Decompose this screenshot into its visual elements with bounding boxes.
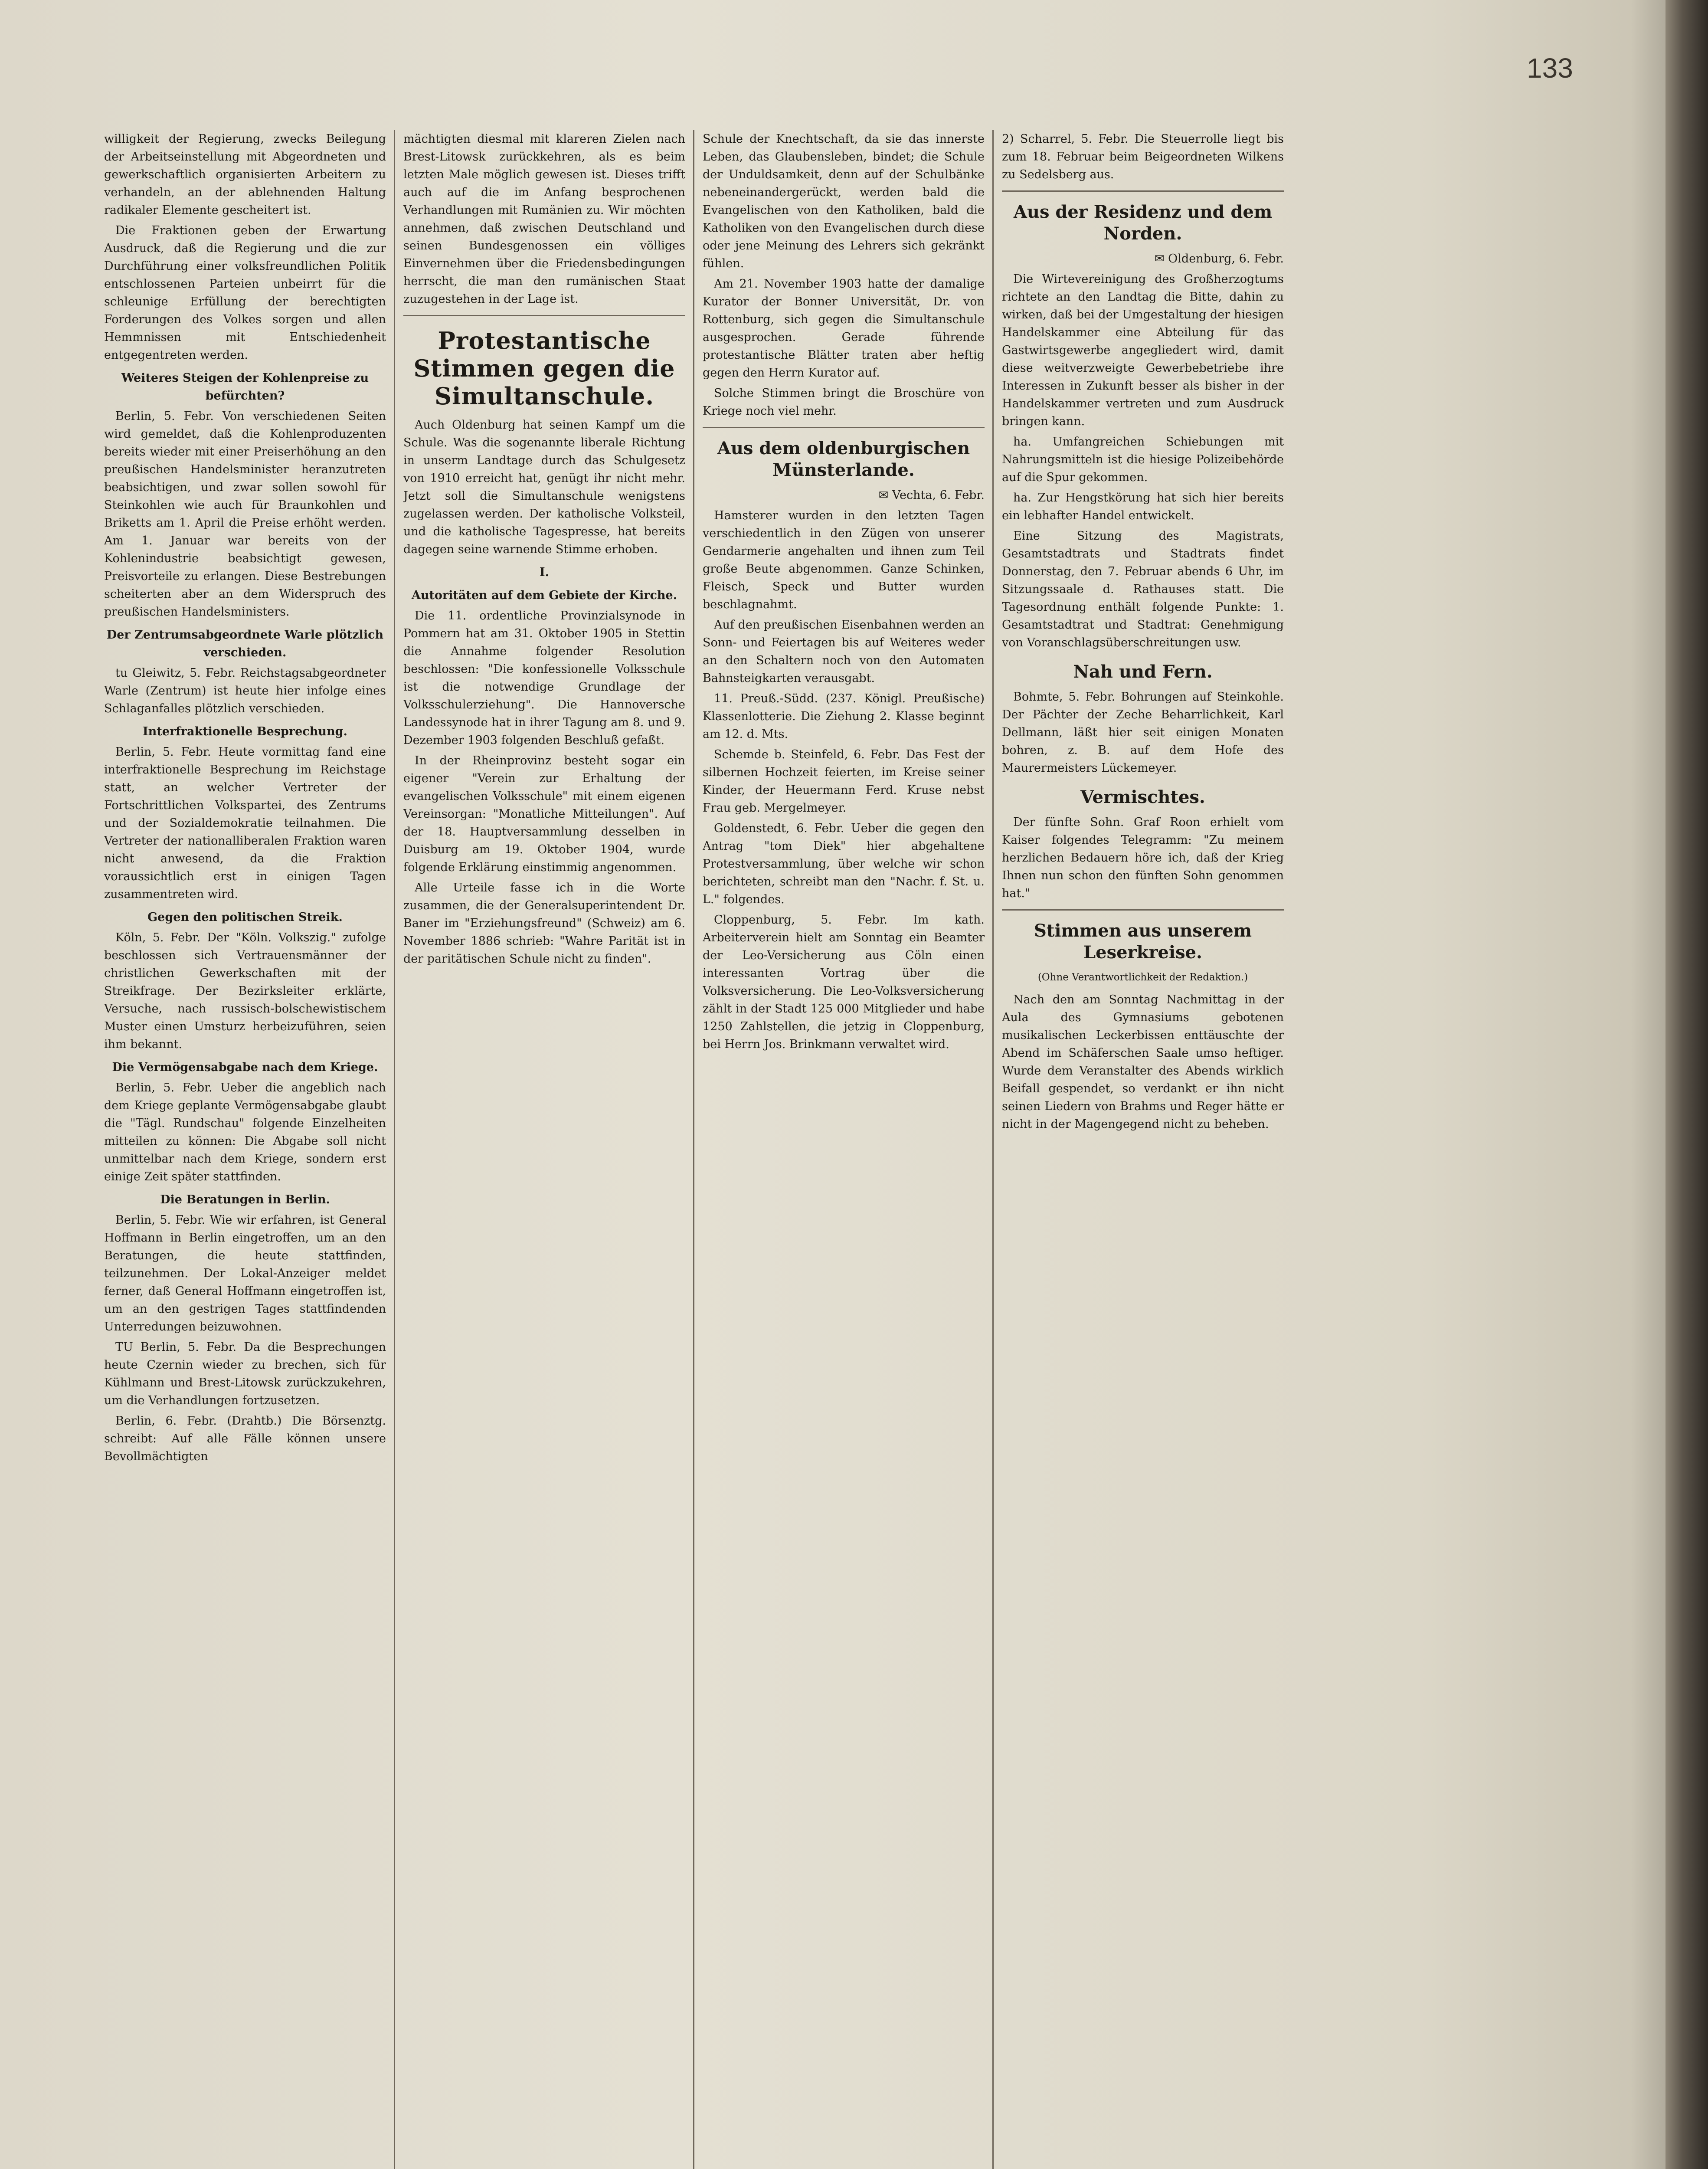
col3-section-title: Aus dem oldenburgischen Münsterlande. [717, 438, 970, 480]
col4-paragraph-3: ha. Zur Hengstkörung hat sich hier bereits ein lebhafter Handel entwickelt. [1002, 491, 1284, 522]
col3-top: Schule der Knechtschaft, da sie das innerste Leben, das Glaubensleben, bindet; die Schule der Unduldsamkeit, denn auf der Schulbänke nebeneinandergerückt, werden bald die Evangelischen von den Katholiken, bald die Katholiken von den Evangelischen durch diese oder jene Meinung des Lehrers sich gekränkt fühlen. [703, 132, 985, 270]
separator [1002, 909, 1284, 911]
page-fold-shadow [1631, 0, 1665, 2169]
col1-paragraph-2: tu Gleiwitz, 5. Febr. Reichstagsabgeordneter Warle (Zentrum) ist heute hier infolge eines Schlaganfalles plötzlich verschieden. [104, 666, 386, 715]
col1-heading-5: Die Vermögensabgabe nach dem Kriege. [112, 1061, 378, 1074]
col1-intro: willigkeit der Regierung, zwecks Beilegung der Arbeitseinstellung mit Abgeordneten und gewerkschaftlich organisierten Arbeitern zu verhandeln, an der ablehnenden Haltung radikaler Elemente gescheitert ist. [104, 132, 386, 217]
col3-paragraph-5: 11. Preuß.-Südd. (237. Königl. Preußische) Klassenlotterie. Die Ziehung 2. Klasse beginnt am 12. d. Mts. [703, 692, 985, 741]
column-rule [693, 130, 694, 2169]
col2-top: mächtigten diesmal mit klareren Zielen nach Brest-Litowsk zurückkehren, als es beim letzten Male möglich gewesen ist. Dieses trifft auch auf die im Anfang besprochenen Verhandlungen mit Rumänien zu. Wir möchten annehmen, daß zwischen Deutschland und seinen Bundesgenossen ein völliges Einvernehmen über die Friedensbedingungen herrscht, die man den rumänischen Staat zuzugestehen in der Lage ist. [403, 132, 685, 306]
col3-paragraph-7: Goldenstedt, 6. Febr. Ueber die gegen den Antrag "tom Diek" hier abgehaltene Protestversammlung, über welche wir schon berichteten, schreibt man den "Nachr. f. St. u. L." folgendes. [703, 822, 985, 906]
col1-heading-1: Weiteres Steigen der Kohlenpreise zu befürchten? [121, 371, 369, 403]
col1-paragraph-4: Köln, 5. Febr. Der "Köln. Volkszig." zufolge beschlossen sich Vertrauensmänner der christlichen Gewerkschaften mit der Streikfrage. Der Bezirksleiter erklärte, Versuche, nach russisch-bolschewistischem Muster einen Umsturz herbeizuführen, seien ihm bekannt. [104, 931, 386, 1051]
col3-paragraph-1: Am 21. November 1903 hatte der damalige Kurator der Bonner Universität, Dr. von Rottenburg, sich gegen die Simultanschule ausgesprochen. Gerade führende protestantische Blätter traten aber heftig gegen den Herrn Kurator auf. [703, 277, 985, 380]
col1-paragraph-7: TU Berlin, 5. Febr. Da die Besprechungen heute Czernin wieder zu brechen, sich für Kühlmann und Brest-Litowsk zurückzukehren, um die Verhandlungen fortzusetzen. [104, 1340, 386, 1407]
col2-paragraph-3: In der Rheinprovinz besteht sogar ein eigener "Verein zur Erhaltung der evangelischen Volksschule" mit einem eigenen Vereinsorgan: "Monatliche Mitteilungen". Auf der 18. Hauptversammlung desselben in Duisburg am 19. Oktober 1904, wurde folgende Erklärung einstimmig angenommen. [403, 754, 685, 874]
col1-intro2: Die Fraktionen geben der Erwartung Ausdruck, daß die Regierung und die zur Durchführung einer volksfreundlichen Politik entschlossenen Parteien unbeirrt für die schleunige Erfüllung der berechtigten Forderungen des Volkes sorgen und allen Hemmnissen mit Entschiedenheit entgegentreten werden. [104, 224, 386, 362]
column-2 [403, 130, 685, 2169]
telegraph-icon: ✉ [1154, 252, 1165, 265]
separator [1002, 190, 1284, 192]
col4-section-title: Aus der Residenz und dem Norden. [1013, 202, 1273, 244]
col2-section-title: Autoritäten auf dem Gebiete der Kirche. [411, 589, 677, 602]
separator [403, 315, 685, 316]
col4-top: 2) Scharrel, 5. Febr. Die Steuerrolle liegt bis zum 18. Februar beim Beigeordneten Wilkens zu Sedelsberg aus. [1002, 132, 1284, 181]
col1-heading-3: Interfraktionelle Besprechung. [143, 725, 347, 738]
columns [104, 130, 1600, 2169]
separator [703, 427, 985, 428]
col4-readers-title: Stimmen aus unserem Leserkreise. [1034, 921, 1252, 963]
col3-dateline [703, 486, 985, 504]
col4-paragraph-2: ha. Umfangreichen Schiebungen mit Nahrungsmitteln ist die hiesige Polizeibehörde auf die Spur gekommen. [1002, 435, 1284, 484]
col4-readers-disclaimer: (Ohne Verantwortlichkeit der Redaktion.) [1037, 972, 1248, 983]
col1-heading-2: Der Zentrumsabgeordnete Warle plötzlich verschieden. [106, 628, 384, 659]
col3-paragraph-4: Auf den preußischen Eisenbahnen werden an Sonn- und Feiertagen bis auf Weiteres weder an den Schaltern noch von den Automaten Bahnsteigkarten verausgabt. [703, 618, 985, 685]
col1-paragraph-6: Berlin, 5. Febr. Wie wir erfahren, ist General Hoffmann in Berlin eingetroffen, um an den Beratungen, die heute stattfinden, teilzunehmen. Der Lokal-Anzeiger meldet ferner, daß General Hoffmann eingetroffen ist, um an den gestrigen Tages stattfindenden Unterredungen beizuwohnen. [104, 1213, 386, 1334]
book-binding [1665, 0, 1708, 2169]
col4-heading-nah-und-fern: Nah und Fern. [1073, 662, 1213, 682]
col2-paragraph-2: Die 11. ordentliche Provinzialsynode in Pommern hat am 31. Oktober 1905 in Stettin die Annahme folgender Resolution beschlossen: "Die konfessionelle Volksschule ist die notwendige Grundlage der Volksschulerziehung". Die Hannoversche Landessynode hat in ihrer Tagung am 8. und 9. Dezember 1903 folgenden Beschluß gefaßt. [403, 609, 685, 747]
column-1 [104, 130, 386, 2169]
col2-section-number: I. [539, 566, 550, 579]
col3-paragraph-3: Hamsterer wurden in den letzten Tagen verschiedentlich in den Zügen von unserer Gendarmerie angehalten und ihnen zum Teil große Beute abgenommen. Ganze Schinken, Fleisch, Speck und Butter wurden beschlagnahmt. [703, 509, 985, 611]
col2-article-title: Protestantische Stimmen gegen die Simultanschule. [413, 327, 675, 410]
col1-heading-6: Die Beratungen in Berlin. [160, 1193, 330, 1206]
column-4 [1002, 130, 1284, 2169]
col4-dateline-text: Oldenburg, 6. Febr. [1168, 252, 1284, 265]
page-number: 133 [1527, 52, 1573, 84]
col3-dateline-text: Vechta, 6. Febr. [892, 488, 985, 502]
col4-dateline [1002, 250, 1284, 268]
col4-paragraph-4: Eine Sitzung des Magistrats, Gesamtstadtrats und Stadtrats findet Donnerstag, den 7. Februar abends 6 Uhr, im Sitzungssaale d. Rathauses statt. Die Tagesordnung enthält folgende Punkte: 1. Gesamtstadtrat und Stadtrat: Genehmigung von Voranschlagsüberschreitungen usw. [1002, 529, 1284, 649]
col1-paragraph-3: Berlin, 5. Febr. Heute vormittag fand eine interfraktionelle Besprechung im Reichstage statt, an welcher Vertreter der Fortschrittlichen Volkspartei, des Zentrums und der Sozialdemokratie teilnahmen. Die Vertreter der nationalliberalen Fraktion waren nicht anwesend, da die Fraktion voraussichtlich erst in einigen Tagen zusammentreten wird. [104, 745, 386, 901]
telegraph-icon: ✉ [878, 488, 889, 502]
col4-heading-vermischtes: Vermischtes. [1080, 787, 1205, 807]
column-rule [992, 130, 994, 2169]
col3-paragraph-8: Cloppenburg, 5. Febr. Im kath. Arbeiterverein hielt am Sonntag ein Beamter der Leo-Versicherung aus Cöln einen interessanten Vortrag über die Volksversicherung. Die Leo-Volksversicherung zählt in der Stadt 125 000 Mitglieder und habe 1250 Zahlstellen, die jetzig in Cloppenburg, bei Herrn Jos. Brinkmann verwaltet wird. [703, 913, 985, 1051]
col4-paragraph-6: Der fünfte Sohn. Graf Roon erhielt vom Kaiser folgendes Telegramm: "Zu meinem herzlichen Bedauern höre ich, daß der Krieg Ihnen nun schon den fünften Sohn genommen hat." [1002, 816, 1284, 900]
col2-paragraph-1: Auch Oldenburg hat seinen Kampf um die Schule. Was die sogenannte liberale Richtung in unserm Landtage durch das Schulgesetz von 1910 erreicht hat, genügt ihr nicht mehr. Jetzt soll die Simultanschule wenigstens zugelassen werden. Der katholische Volksteil, und die katholische Tagespresse, hat bereits dagegen seine warnende Stimme erhoben. [403, 418, 685, 556]
col4-paragraph-7: Nach den am Sonntag Nachmittag in der Aula des Gymnasiums gebotenen musikalischen Leckerbissen enttäuschte der Abend im Schäferschen Saale umso heftiger. Wurde dem Veranstalter des Abends wirklich Beifall gespendet, so verdankt er ihn nicht seinen Liedern von Brahms und Reger hätte er nicht in der Magengegend nicht zu beheben. [1002, 993, 1284, 1131]
col1-paragraph-1: Berlin, 5. Febr. Von verschiedenen Seiten wird gemeldet, daß die Kohlenproduzenten bereits wieder mit einer Preiserhöhung an den preußischen Handelsminister heranzutreten beabsichtigen, und zwar sollen sowohl für Steinkohlen wie auch für Braunkohlen und Briketts am 1. April die Preise erhöht werden. Am 1. Januar war bereits von der Kohlenindustrie beabsichtigt gewesen, Preisvorteile zu erlangen. Diese Bestrebungen scheiterten aber an dem Widerspruch des preußischen Handelsministers. [104, 410, 386, 619]
col4-paragraph-1: Die Wirtevereinigung des Großherzogtums richtete an den Landtag die Bitte, dahin zu wirken, daß bei der Umgestaltung der hiesigen Handelskammer eine Abteilung für das Gastwirtsgewerbe angegliedert wird, damit diese weitverzweigte Gewerbebetriebe ihre Interessen in Zukunft besser als bisher in der Handelskammer vertreten und zum Ausdruck bringen kann. [1002, 272, 1284, 428]
col2-paragraph-4: Alle Urteile fasse ich in die Worte zusammen, die der Generalsuperintendent Dr. Baner im "Erziehungsfreund" (Schweiz) am 6. November 1886 schrieb: "Wahre Parität ist in der paritätischen Schule nicht zu finden". [403, 881, 685, 966]
column-rule [394, 130, 395, 2169]
col1-paragraph-5: Berlin, 5. Febr. Ueber die angeblich nach dem Kriege geplante Vermögensabgabe glaubt die "Tägl. Rundschau" folgende Einzelheiten mitteilen zu können: Die Abgabe soll nicht unmittelbar nach dem Kriege, sondern erst einige Zeit später stattfinden. [104, 1081, 386, 1183]
col1-heading-4: Gegen den politischen Streik. [147, 911, 343, 924]
column-3 [703, 130, 985, 2169]
col3-paragraph-2: Solche Stimmen bringt die Broschüre von Kriege noch viel mehr. [703, 387, 985, 418]
col1-paragraph-8: Berlin, 6. Febr. (Drahtb.) Die Börsenztg. schreibt: Auf alle Fälle können unsere Bevollmächtigten [104, 1414, 386, 1463]
col4-paragraph-5: Bohmte, 5. Febr. Bohrungen auf Steinkohle. Der Pächter der Zeche Beharrlichkeit, Karl Dellmann, läßt hier seit einigen Monaten bohren, z. B. auf dem Hofe des Maurermeisters Lückemeyer. [1002, 690, 1284, 775]
col3-paragraph-6: Schemde b. Steinfeld, 6. Febr. Das Fest der silbernen Hochzeit feierten, im Kreise seiner Kinder, der Heuermann Ferd. Kruse nebst Frau geb. Mergelmeyer. [703, 748, 985, 815]
